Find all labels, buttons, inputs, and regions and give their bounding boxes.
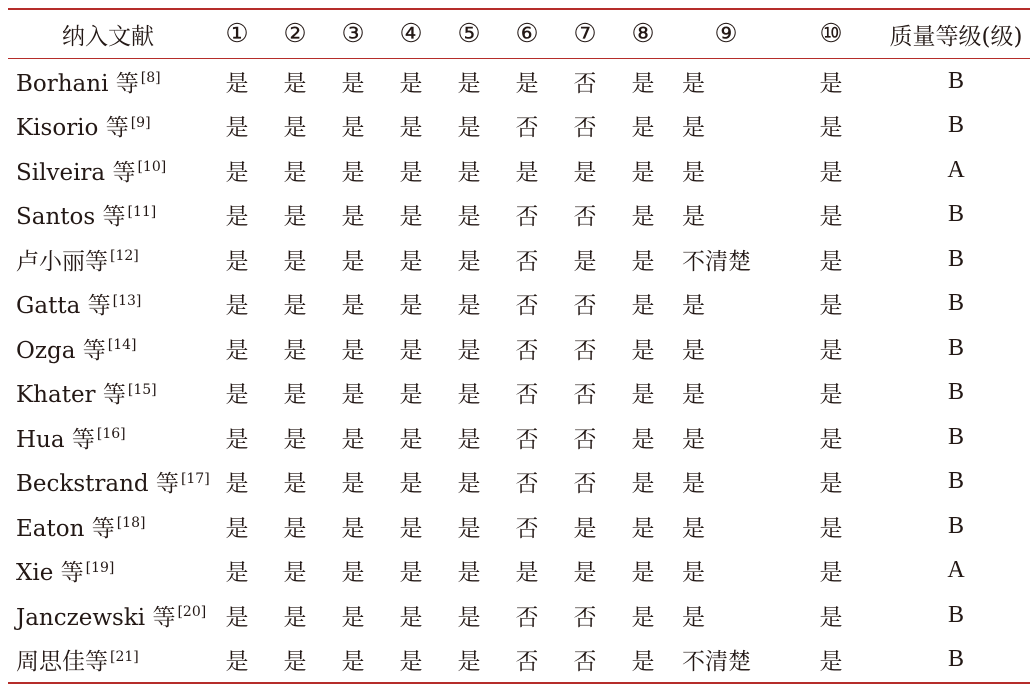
criterion-6-cell: 是 xyxy=(515,159,539,186)
criterion-6-cell: 否 xyxy=(515,649,539,676)
citation-reference: [16] xyxy=(96,426,126,443)
criterion-6-cell: 是 xyxy=(515,70,539,97)
criterion-5-cell: 是 xyxy=(457,337,481,364)
criterion-10-cell: 是 xyxy=(819,649,843,676)
table-row xyxy=(8,59,1030,104)
citation-reference: [12] xyxy=(110,248,139,265)
criterion-7-cell: 否 xyxy=(573,382,597,409)
criterion-3-cell: 是 xyxy=(341,248,365,275)
criterion-10-cell: 是 xyxy=(819,560,843,587)
criterion-5-cell: 是 xyxy=(457,204,481,231)
citation-reference: [21] xyxy=(110,648,139,665)
criterion-7-cell: 是 xyxy=(573,515,597,542)
criterion-4-cell: 是 xyxy=(399,560,423,587)
criterion-8-cell: 是 xyxy=(631,382,655,409)
criterion-5-cell: 是 xyxy=(457,293,481,320)
criterion-6-cell: 否 xyxy=(515,426,539,453)
study-name: Janczewski 等 xyxy=(16,604,176,631)
criterion-8-cell: 是 xyxy=(631,248,655,275)
quality-grade-cell: B xyxy=(947,379,964,406)
quality-grade-cell: B xyxy=(947,67,964,94)
criterion-5-cell: 是 xyxy=(457,70,481,97)
criterion-7-cell: 是 xyxy=(573,248,597,275)
criterion-7-cell: 否 xyxy=(573,426,597,453)
table-row xyxy=(8,371,1030,416)
criterion-1-cell: 是 xyxy=(225,337,249,364)
table-row xyxy=(8,104,1030,149)
criterion-3-cell: 是 xyxy=(341,337,365,364)
table-row xyxy=(8,504,1030,549)
criterion-1-cell: 是 xyxy=(225,560,249,587)
criterion-9-cell: 是 xyxy=(682,471,705,498)
criterion-4-cell: 是 xyxy=(399,115,423,142)
quality-grade-cell: B xyxy=(947,112,964,139)
quality-grade-cell: B xyxy=(947,468,964,495)
criterion-1-cell: 是 xyxy=(225,471,249,498)
criterion-6-cell: 是 xyxy=(515,560,539,587)
citation-reference: [20] xyxy=(177,604,207,621)
study-cell xyxy=(8,371,208,416)
criterion-5-cell: 是 xyxy=(457,382,481,409)
criterion-6-cell: 否 xyxy=(515,115,539,142)
header-item-10: ⑩ xyxy=(819,19,843,49)
table-row xyxy=(8,148,1030,193)
criterion-7-cell: 是 xyxy=(573,560,597,587)
criterion-4-cell: 是 xyxy=(399,604,423,631)
study-name: Eaton 等 xyxy=(16,515,115,542)
criterion-2-cell: 是 xyxy=(283,604,307,631)
header-item-9: ⑨ xyxy=(714,19,738,49)
citation-reference: [9] xyxy=(130,114,151,131)
criterion-9-cell: 是 xyxy=(682,604,705,631)
quality-grade-cell: B xyxy=(947,423,964,450)
criterion-10-cell: 是 xyxy=(819,515,843,542)
criterion-9-cell: 是 xyxy=(682,382,705,409)
criterion-2-cell: 是 xyxy=(283,560,307,587)
citation-reference: [13] xyxy=(112,292,142,309)
criterion-9-cell: 不清楚 xyxy=(682,649,751,676)
criterion-6-cell: 否 xyxy=(515,204,539,231)
table-body xyxy=(8,59,1030,684)
criterion-2-cell: 是 xyxy=(283,204,307,231)
criterion-7-cell: 否 xyxy=(573,649,597,676)
study-name: Gatta 等 xyxy=(16,293,111,320)
criterion-3-cell: 是 xyxy=(341,293,365,320)
quality-assessment-table xyxy=(8,8,1030,684)
criterion-8-cell: 是 xyxy=(631,337,655,364)
criterion-9-cell: 是 xyxy=(682,204,705,231)
study-name: Khater 等 xyxy=(16,382,126,409)
criterion-2-cell: 是 xyxy=(283,515,307,542)
criterion-7-cell: 否 xyxy=(573,471,597,498)
quality-grade-cell: A xyxy=(947,557,965,584)
criterion-1-cell: 是 xyxy=(225,515,249,542)
criterion-8-cell: 是 xyxy=(631,649,655,676)
criterion-9-cell: 是 xyxy=(682,515,705,542)
criterion-9-cell: 是 xyxy=(682,560,705,587)
criterion-3-cell: 是 xyxy=(341,649,365,676)
table-row xyxy=(8,237,1030,282)
citation-reference: [11] xyxy=(127,203,157,220)
study-name: Kisorio 等 xyxy=(16,115,129,142)
criterion-10-cell: 是 xyxy=(819,248,843,275)
criterion-7-cell: 是 xyxy=(573,159,597,186)
criterion-6-cell: 否 xyxy=(515,293,539,320)
criterion-3-cell: 是 xyxy=(341,115,365,142)
table-row xyxy=(8,549,1030,594)
criterion-5-cell: 是 xyxy=(457,115,481,142)
study-cell xyxy=(8,504,208,549)
criterion-3-cell: 是 xyxy=(341,471,365,498)
criterion-5-cell: 是 xyxy=(457,515,481,542)
criterion-10-cell: 是 xyxy=(819,382,843,409)
criterion-8-cell: 是 xyxy=(631,293,655,320)
study-name: Ozga 等 xyxy=(16,337,106,364)
header-item-6: ⑥ xyxy=(515,19,539,49)
criterion-6-cell: 否 xyxy=(515,248,539,275)
header-item-3: ③ xyxy=(341,19,365,49)
criterion-5-cell: 是 xyxy=(457,604,481,631)
header-grade: 质量等级(级) xyxy=(889,23,1023,50)
criterion-5-cell: 是 xyxy=(457,560,481,587)
criterion-8-cell: 是 xyxy=(631,115,655,142)
criterion-6-cell: 否 xyxy=(515,337,539,364)
study-cell xyxy=(8,460,208,505)
criterion-6-cell: 否 xyxy=(515,604,539,631)
study-name: Santos 等 xyxy=(16,204,126,231)
criterion-7-cell: 否 xyxy=(573,293,597,320)
criterion-8-cell: 是 xyxy=(631,471,655,498)
criterion-2-cell: 是 xyxy=(283,70,307,97)
study-name: 周思佳等 xyxy=(16,649,108,676)
criterion-1-cell: 是 xyxy=(225,382,249,409)
criterion-4-cell: 是 xyxy=(399,293,423,320)
criterion-8-cell: 是 xyxy=(631,204,655,231)
criterion-7-cell: 否 xyxy=(573,337,597,364)
quality-grade-cell: A xyxy=(947,156,965,183)
header-item-7: ⑦ xyxy=(573,19,597,49)
criterion-10-cell: 是 xyxy=(819,604,843,631)
header-item-2: ② xyxy=(283,19,307,49)
citation-reference: [19] xyxy=(85,559,115,576)
criterion-9-cell: 是 xyxy=(682,159,705,186)
criterion-2-cell: 是 xyxy=(283,337,307,364)
quality-grade-cell: B xyxy=(947,290,964,317)
citation-reference: [10] xyxy=(137,159,167,176)
citation-reference: [18] xyxy=(116,515,146,532)
criterion-3-cell: 是 xyxy=(341,204,365,231)
criterion-5-cell: 是 xyxy=(457,649,481,676)
header-study: 纳入文献 xyxy=(62,23,154,50)
criterion-1-cell: 是 xyxy=(225,426,249,453)
table-row xyxy=(8,326,1030,371)
criterion-3-cell: 是 xyxy=(341,70,365,97)
study-cell xyxy=(8,193,208,238)
header-item-5: ⑤ xyxy=(457,19,481,49)
criterion-4-cell: 是 xyxy=(399,426,423,453)
study-name: Xie 等 xyxy=(16,560,84,587)
study-cell xyxy=(8,282,208,327)
criterion-1-cell: 是 xyxy=(225,159,249,186)
criterion-4-cell: 是 xyxy=(399,649,423,676)
criterion-1-cell: 是 xyxy=(225,604,249,631)
criterion-4-cell: 是 xyxy=(399,204,423,231)
criterion-8-cell: 是 xyxy=(631,426,655,453)
criterion-8-cell: 是 xyxy=(631,515,655,542)
quality-grade-cell: B xyxy=(947,201,964,228)
criterion-10-cell: 是 xyxy=(819,115,843,142)
criterion-2-cell: 是 xyxy=(283,649,307,676)
criterion-5-cell: 是 xyxy=(457,248,481,275)
criterion-9-cell: 是 xyxy=(682,426,705,453)
study-name: 卢小丽等 xyxy=(16,248,108,275)
study-cell xyxy=(8,593,208,638)
criterion-10-cell: 是 xyxy=(819,426,843,453)
criterion-2-cell: 是 xyxy=(283,248,307,275)
criterion-3-cell: 是 xyxy=(341,382,365,409)
criterion-9-cell: 不清楚 xyxy=(682,248,751,275)
criterion-5-cell: 是 xyxy=(457,426,481,453)
quality-grade-cell: B xyxy=(947,512,964,539)
criterion-4-cell: 是 xyxy=(399,382,423,409)
study-cell xyxy=(8,148,208,193)
criterion-1-cell: 是 xyxy=(225,204,249,231)
criterion-5-cell: 是 xyxy=(457,471,481,498)
citation-reference: [14] xyxy=(107,337,137,354)
criterion-9-cell: 是 xyxy=(682,337,705,364)
criterion-1-cell: 是 xyxy=(225,649,249,676)
criterion-3-cell: 是 xyxy=(341,560,365,587)
criterion-4-cell: 是 xyxy=(399,337,423,364)
criterion-6-cell: 否 xyxy=(515,515,539,542)
criterion-3-cell: 是 xyxy=(341,515,365,542)
table-row xyxy=(8,415,1030,460)
criterion-4-cell: 是 xyxy=(399,248,423,275)
header-item-1: ① xyxy=(225,19,249,49)
criterion-1-cell: 是 xyxy=(225,70,249,97)
criterion-2-cell: 是 xyxy=(283,115,307,142)
quality-grade-cell: B xyxy=(947,601,964,628)
study-cell xyxy=(8,549,208,594)
criterion-8-cell: 是 xyxy=(631,70,655,97)
criterion-2-cell: 是 xyxy=(283,293,307,320)
criterion-3-cell: 是 xyxy=(341,426,365,453)
criterion-4-cell: 是 xyxy=(399,70,423,97)
criterion-8-cell: 是 xyxy=(631,159,655,186)
criterion-10-cell: 是 xyxy=(819,471,843,498)
quality-grade-cell: B xyxy=(947,245,964,272)
study-cell xyxy=(8,326,208,371)
criterion-10-cell: 是 xyxy=(819,70,843,97)
study-cell xyxy=(8,104,208,149)
criterion-1-cell: 是 xyxy=(225,293,249,320)
criterion-4-cell: 是 xyxy=(399,471,423,498)
study-cell xyxy=(8,415,208,460)
criterion-2-cell: 是 xyxy=(283,382,307,409)
header-item-8: ⑧ xyxy=(631,19,655,49)
criterion-6-cell: 否 xyxy=(515,382,539,409)
criterion-1-cell: 是 xyxy=(225,248,249,275)
study-name: Borhani 等 xyxy=(16,70,139,97)
table-row xyxy=(8,593,1030,638)
criterion-3-cell: 是 xyxy=(341,604,365,631)
criterion-8-cell: 是 xyxy=(631,604,655,631)
criterion-2-cell: 是 xyxy=(283,471,307,498)
table-row xyxy=(8,282,1030,327)
criterion-7-cell: 否 xyxy=(573,604,597,631)
table-row xyxy=(8,460,1030,505)
criterion-7-cell: 否 xyxy=(573,70,597,97)
criterion-10-cell: 是 xyxy=(819,293,843,320)
study-cell xyxy=(8,59,208,104)
citation-reference: [17] xyxy=(180,470,210,487)
criterion-7-cell: 否 xyxy=(573,204,597,231)
criterion-2-cell: 是 xyxy=(283,426,307,453)
criterion-7-cell: 否 xyxy=(573,115,597,142)
header-item-4: ④ xyxy=(399,19,423,49)
criterion-2-cell: 是 xyxy=(283,159,307,186)
table-header-row xyxy=(8,9,1030,59)
criterion-10-cell: 是 xyxy=(819,204,843,231)
criterion-6-cell: 否 xyxy=(515,471,539,498)
criterion-3-cell: 是 xyxy=(341,159,365,186)
study-cell xyxy=(8,638,208,684)
criterion-5-cell: 是 xyxy=(457,159,481,186)
criterion-4-cell: 是 xyxy=(399,159,423,186)
criterion-10-cell: 是 xyxy=(819,159,843,186)
criterion-10-cell: 是 xyxy=(819,337,843,364)
table-row xyxy=(8,193,1030,238)
criterion-8-cell: 是 xyxy=(631,560,655,587)
criterion-9-cell: 是 xyxy=(682,115,705,142)
study-name: Beckstrand 等 xyxy=(16,471,179,498)
criterion-9-cell: 是 xyxy=(682,293,705,320)
citation-reference: [15] xyxy=(127,381,157,398)
study-name: Hua 等 xyxy=(16,426,95,453)
study-name: Silveira 等 xyxy=(16,159,136,186)
citation-reference: [8] xyxy=(140,70,161,87)
table-row xyxy=(8,638,1030,684)
criterion-4-cell: 是 xyxy=(399,515,423,542)
criterion-1-cell: 是 xyxy=(225,115,249,142)
quality-grade-cell: B xyxy=(947,334,964,361)
criterion-9-cell: 是 xyxy=(682,70,705,97)
study-cell xyxy=(8,237,208,282)
quality-grade-cell: B xyxy=(947,646,964,673)
